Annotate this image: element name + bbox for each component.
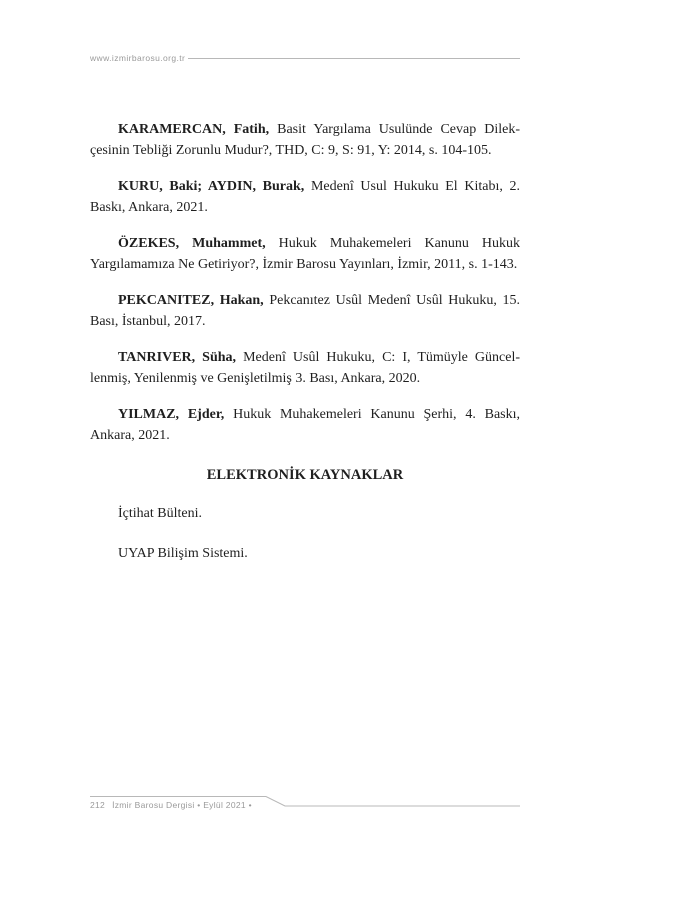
page-header: [90, 53, 520, 63]
entry-reference: Medenî Usûl Hukuku, C: I, Tümüyle Güncellenmiş, Yenilenmiş ve Genişletilmiş 3. Bası, Ankara, 2020.: [90, 350, 521, 386]
entry-author: PEKCANITEZ, Hakan,: [118, 293, 264, 308]
bibliography-entry: [90, 233, 520, 275]
entry-reference: Medenî Usul Hukuku El Kitabı, 2. Baskı, Ankara, 2021.: [90, 179, 520, 215]
entry-author: ÖZEKES, Muhammet,: [118, 236, 266, 251]
entry-reference: Basit Yargılama Usulünde Cevap Dilekçesinin Tebliği Zorunlu Mudur?, THD, C: 9, S: 91, Y: 2014, s. 104-105.: [90, 122, 520, 158]
footer-journal-title: İzmir Barosu Dergisi • Eylül 2021 •: [112, 800, 252, 810]
electronic-source-item: İçtihat Bülteni.: [118, 506, 202, 521]
bibliography-entry: [90, 119, 520, 161]
bibliography-section: [90, 119, 520, 583]
section-heading-elektronik-kaynaklar: ELEKTRONİK KAYNAKLAR: [206, 467, 404, 483]
entry-author: KARAMERCAN, Fatih,: [118, 122, 270, 137]
bibliography-entry: [90, 290, 520, 332]
footer-text: [90, 800, 252, 810]
bibliography-entry: [90, 347, 520, 389]
entry-author: YILMAZ, Ejder,: [118, 407, 225, 422]
header-website-url: www.izmirbarosu.org.tr: [90, 53, 186, 63]
bibliography-entry: [90, 176, 520, 218]
entry-reference: Hukuk Muhakemeleri Kanunu Hukuk Yargılamamıza Ne Getiriyor?, İzmir Barosu Yayınları, İzmir, 2011, s. 1-143.: [90, 236, 520, 272]
footer-page-number: 212: [90, 800, 106, 810]
header-rule-line: [188, 58, 520, 59]
entry-author: KURU, Baki; AYDIN, Burak,: [118, 179, 305, 194]
electronic-source-item: UYAP Bilişim Sistemi.: [118, 546, 248, 561]
entry-reference: Pekcanıtez Usûl Medenî Usûl Hukuku, 15. Bası, İstanbul, 2017.: [90, 293, 520, 329]
entry-reference: Hukuk Muhakemeleri Kanunu Şerhi, 4. Baskı, Ankara, 2021.: [90, 407, 521, 443]
page-footer: [90, 795, 520, 815]
entry-author: TANRIVER, Süha,: [118, 350, 237, 365]
bibliography-entry: [90, 404, 520, 446]
